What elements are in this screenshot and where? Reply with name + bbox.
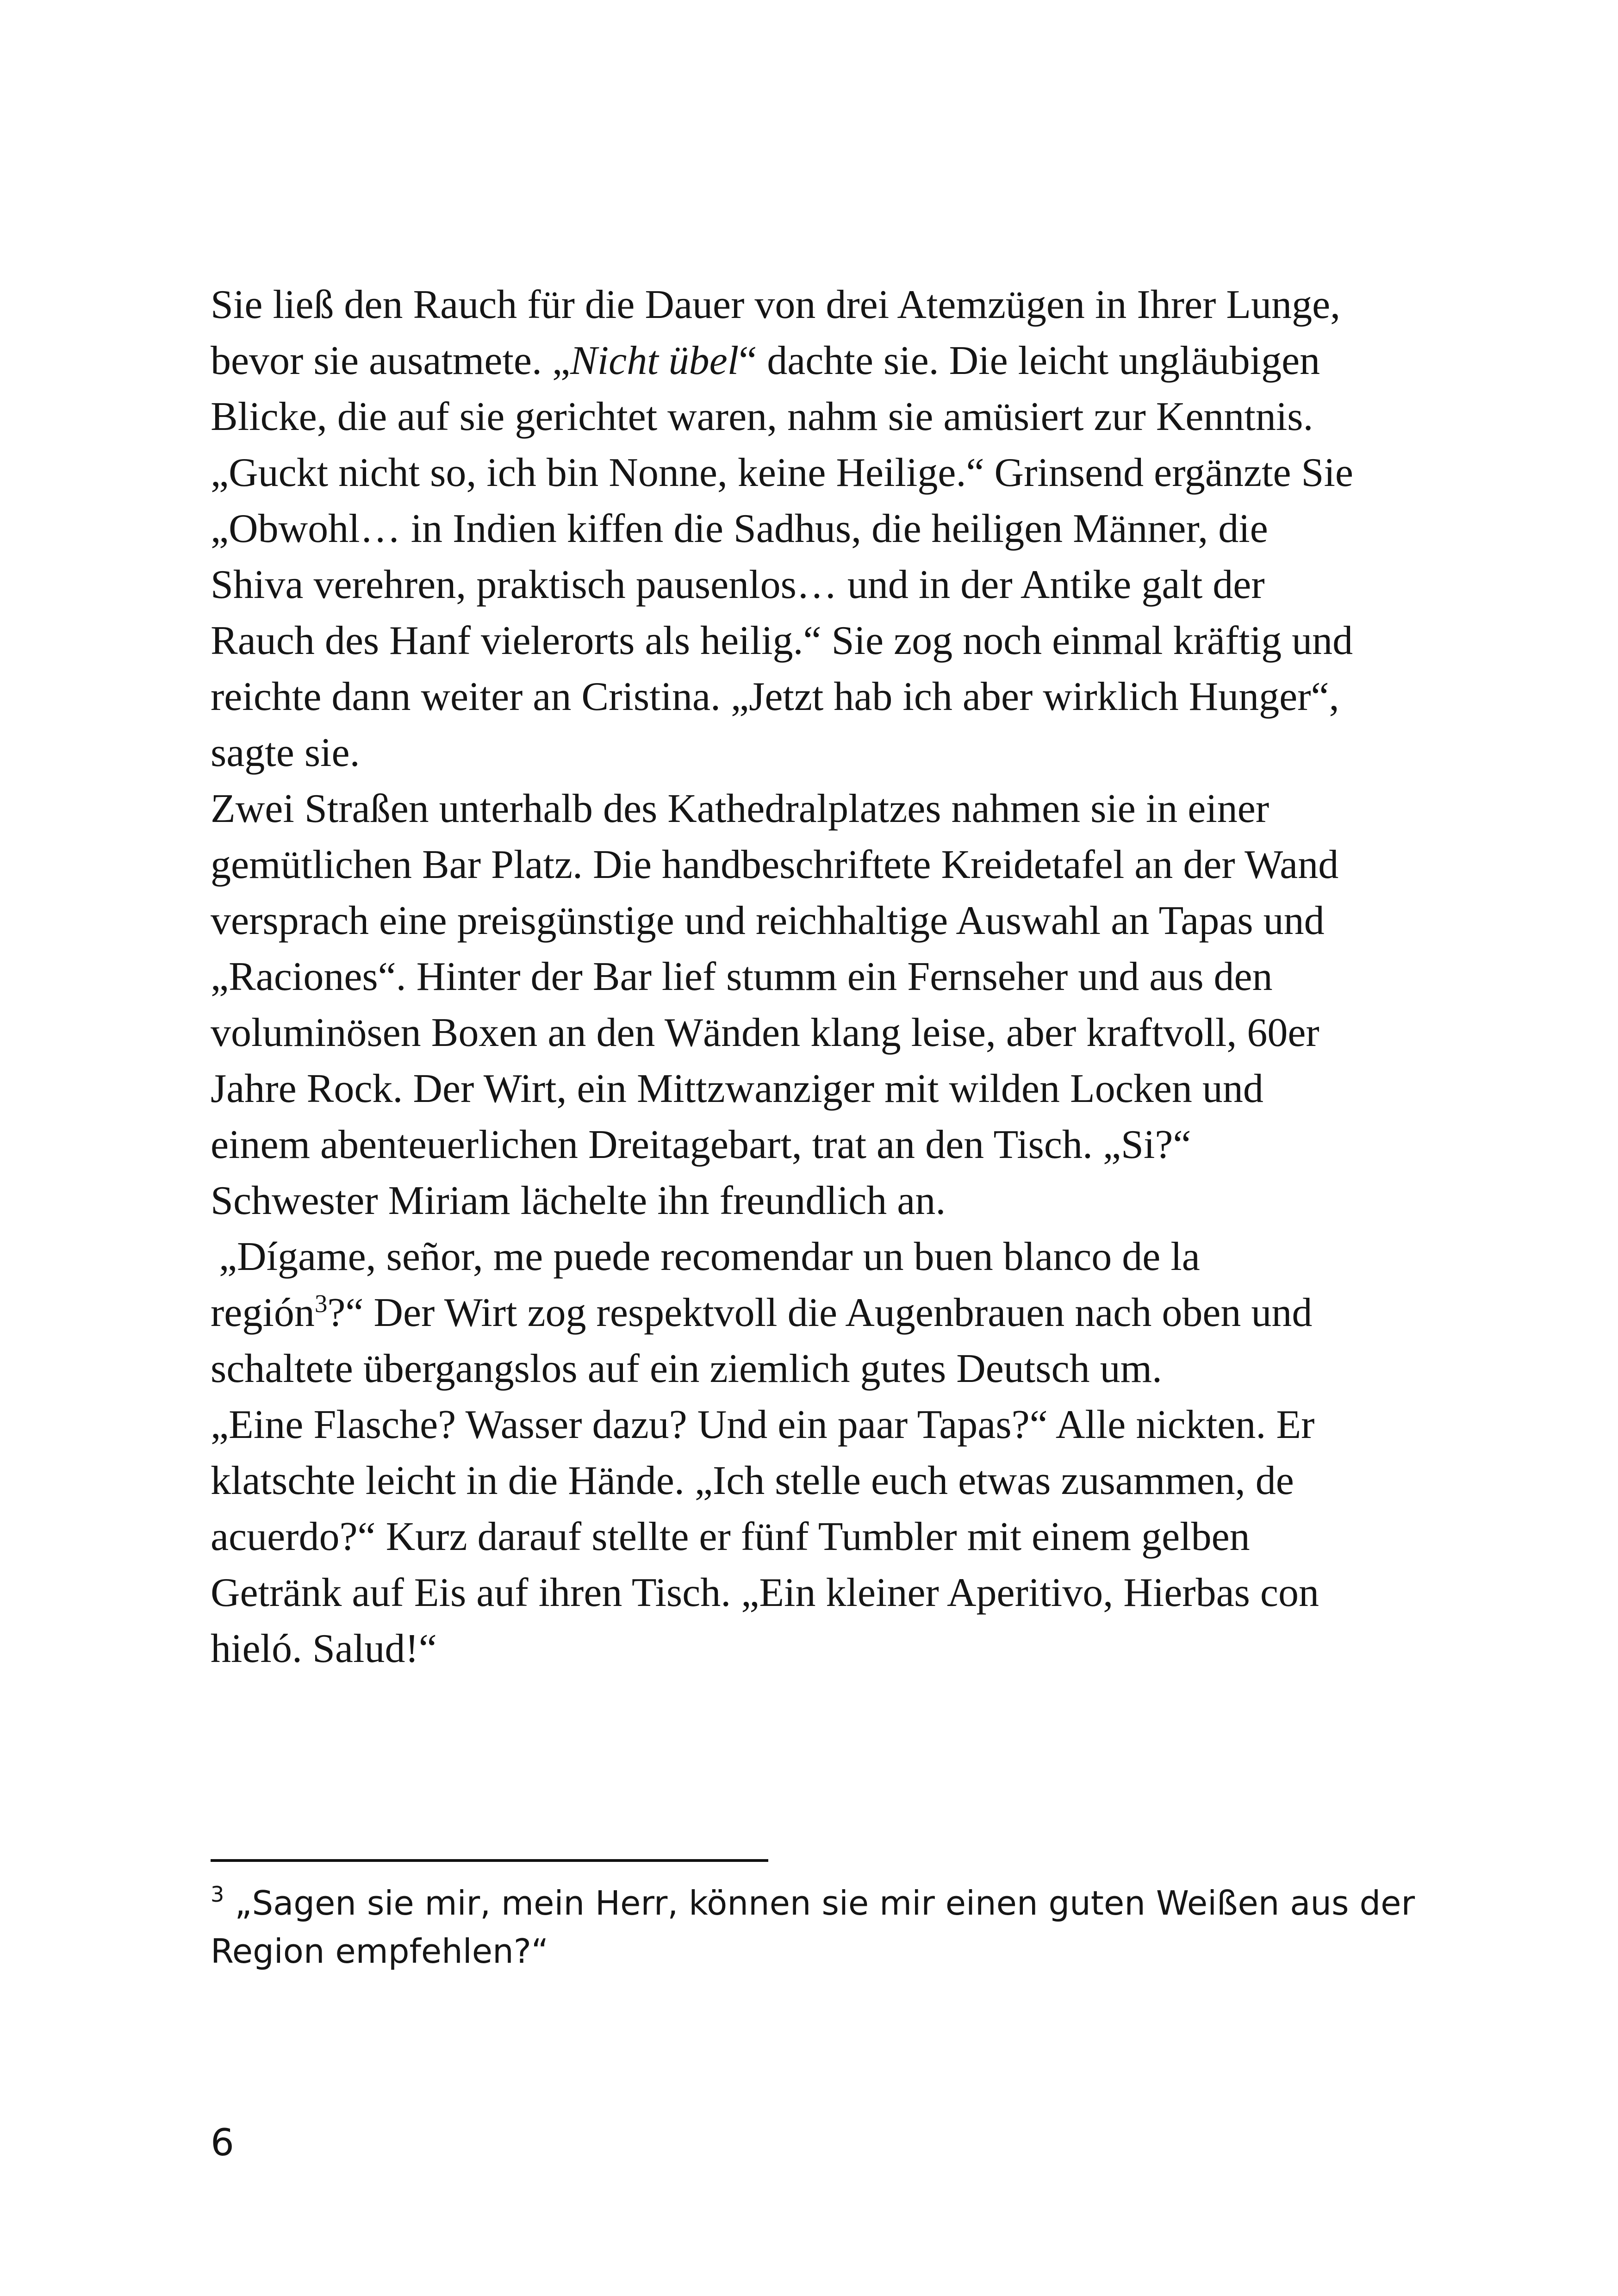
text-segment: bevor sie ausatmete. „ — [211, 338, 571, 383]
footnote-text: „Sagen sie mir, mein Herr, können sie mir einen guten Weißen aus der — [224, 1884, 1415, 1923]
text-line: „Raciones“. Hinter der Bar lief stumm ein Fernseher und aus den — [211, 954, 1273, 999]
emphasized-text: Nicht übel — [570, 338, 739, 383]
text-line: Schwester Miriam lächelte ihn freundlich an. — [211, 1178, 946, 1223]
text-line: einem abenteuerlichen Dreitagebart, trat an den Tisch. „Si?“ — [211, 1122, 1191, 1167]
text-line: sagte sie. — [211, 730, 360, 775]
text-line: voluminösen Boxen an den Wänden klang leise, aber kraftvoll, 60er — [211, 1010, 1319, 1055]
text-line: „Obwohl… in Indien kiffen die Sadhus, die heiligen Männer, die — [211, 506, 1268, 551]
text-line: versprach eine preisgünstige und reichhaltige Auswahl an Tapas und — [211, 898, 1325, 943]
text-line: klatschte leicht in die Hände. „Ich stelle euch etwas zusammen, de — [211, 1458, 1294, 1503]
text-line: Blicke, die auf sie gerichtet waren, nahm sie amüsiert zur Kenntnis. — [211, 394, 1313, 439]
footnote-separator — [211, 1859, 768, 1862]
text-line — [211, 333, 1432, 389]
text-line: „Guckt nicht so, ich bin Nonne, keine Heilige.“ Grinsend ergänzte Sie — [211, 450, 1353, 495]
text-line: „Dígame, señor, me puede recomendar un buen blanco de la — [219, 1234, 1200, 1279]
footnote-reference: 3 — [314, 1289, 328, 1318]
text-line: acuerdo?“ Kurz darauf stellte er fünf Tumbler mit einem gelben — [211, 1514, 1250, 1559]
text-line: hieló. Salud!“ — [211, 1626, 437, 1671]
text-line: Zwei Straßen unterhalb des Kathedralplatzes nahmen sie in einer — [211, 786, 1270, 831]
text-line: reichte dann weiter an Cristina. „Jetzt hab ich aber wirklich Hunger“, — [211, 674, 1339, 719]
text-segment: “ dachte sie. Die leicht ungläubigen — [739, 338, 1320, 383]
text-line: Sie ließ den Rauch für die Dauer von drei Atemzügen in Ihrer Lunge, — [211, 282, 1341, 327]
text-segment: ?“ Der Wirt zog respektvoll die Augenbrauen nach oben und — [327, 1290, 1313, 1335]
footnote-marker: 3 — [211, 1882, 224, 1907]
footnote-line: Region empfehlen?“ — [211, 1932, 549, 1971]
text-line: Rauch des Hanf vielerorts als heilig.“ Sie zog noch einmal kräftig und — [211, 618, 1353, 663]
footnote-line — [211, 1879, 1414, 1927]
text-line: Getränk auf Eis auf ihren Tisch. „Ein kleiner Aperitivo, Hierbas con — [211, 1570, 1319, 1615]
body-text — [211, 277, 1432, 1677]
footnote — [211, 1879, 1414, 1975]
text-line: „Eine Flasche? Wasser dazu? Und ein paar Tapas?“ Alle nickten. Er — [211, 1402, 1315, 1447]
text-line: Jahre Rock. Der Wirt, ein Mittzwanziger mit wilden Locken und — [211, 1066, 1263, 1111]
text-line: Shiva verehren, praktisch pausenlos… und in der Antike galt der — [211, 562, 1265, 607]
text-line — [211, 1285, 1432, 1341]
text-line: schaltete übergangslos auf ein ziemlich gutes Deutsch um. — [211, 1346, 1163, 1391]
page-number: 6 — [211, 2121, 234, 2164]
text-line: gemütlichen Bar Platz. Die handbeschriftete Kreidetafel an der Wand — [211, 842, 1339, 887]
text-segment: región — [211, 1290, 315, 1335]
